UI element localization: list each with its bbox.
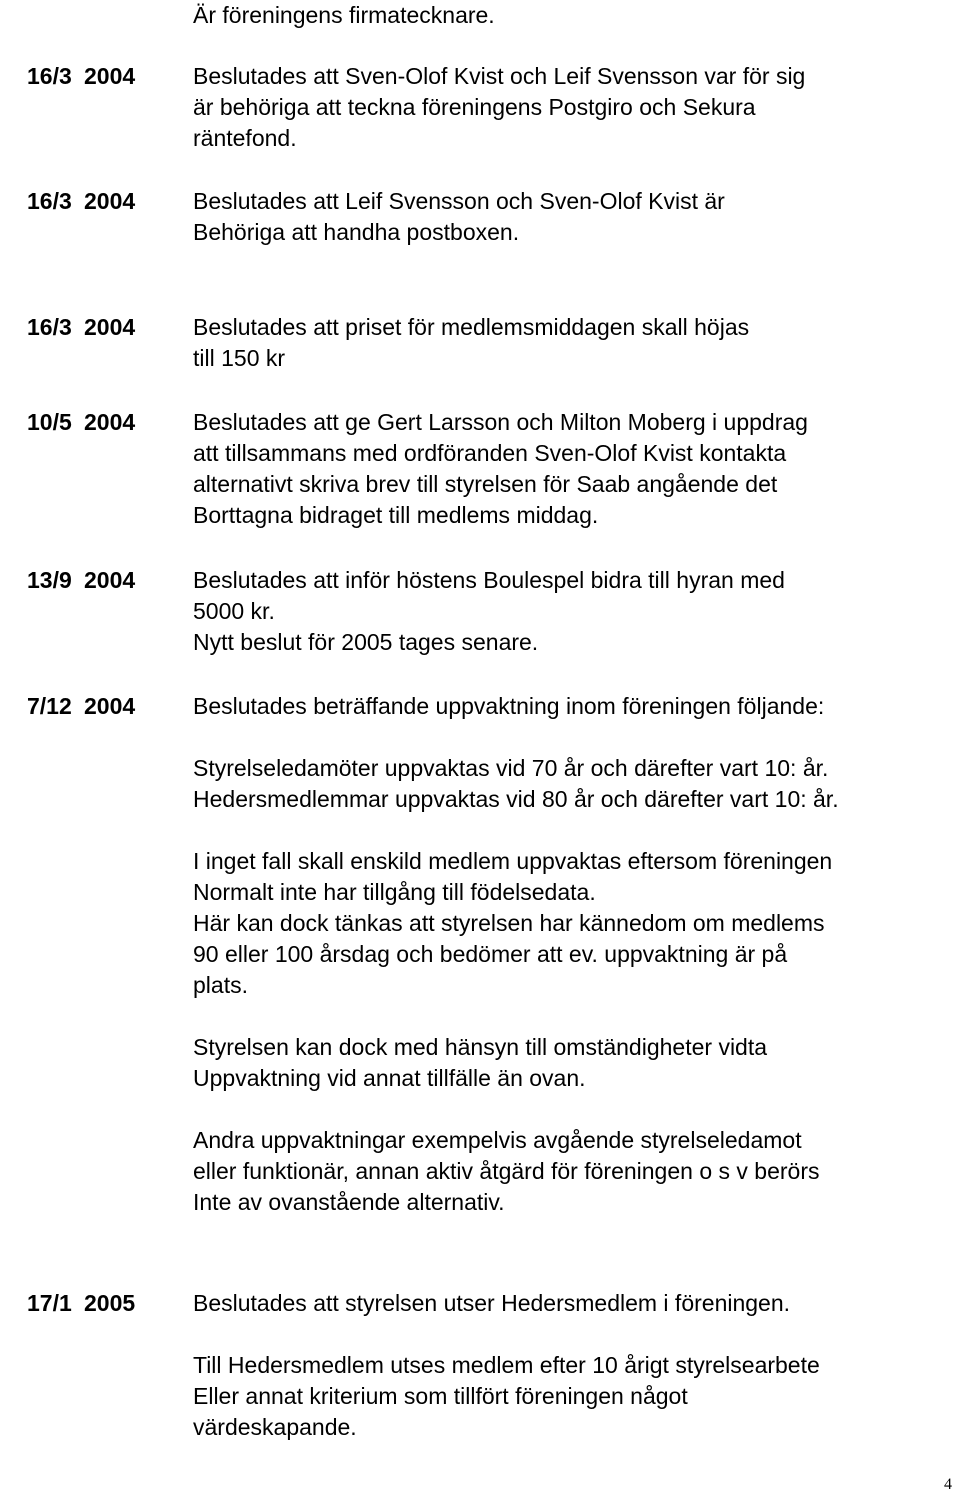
text-line: Beslutades beträffande uppvaktning inom föreningen följande: xyxy=(193,693,825,719)
entry-year: 2004 xyxy=(84,409,136,435)
entry-text xyxy=(193,691,960,1218)
blank-line xyxy=(193,1319,960,1350)
text-line: eller funktionär, annan aktiv åtgärd för föreningen o s v berörs xyxy=(193,1158,820,1184)
page-number: 4 xyxy=(944,1476,952,1493)
text-line: Hedersmedlemmar uppvaktas vid 80 år och därefter vart 10: år. xyxy=(193,786,839,812)
text-line: Behöriga att handha postboxen. xyxy=(193,219,520,245)
text-line: Beslutades att priset för medlemsmiddagen skall höjas xyxy=(193,314,750,340)
text-line: Beslutades att inför höstens Boulespel bidra till hyran med xyxy=(193,567,785,593)
text-line: räntefond. xyxy=(193,125,297,151)
entry-text xyxy=(193,565,960,658)
entry-date: 13/9 xyxy=(27,567,72,593)
text-line: 5000 kr. xyxy=(193,598,275,624)
text-line: I inget fall skall enskild medlem uppvaktas eftersom föreningen xyxy=(193,848,833,874)
text-line: Beslutades att Sven-Olof Kvist och Leif Svensson var för sig xyxy=(193,63,806,89)
text-line: plats. xyxy=(193,972,248,998)
text-line: Till Hedersmedlem utses medlem efter 10 årigt styrelsearbete xyxy=(193,1352,820,1378)
text-line: alternativt skriva brev till styrelsen för Saab angående det xyxy=(193,471,778,497)
entry-date: 16/3 xyxy=(27,63,72,89)
blank-line xyxy=(193,722,960,753)
text-line: är behöriga att teckna föreningens Postgiro och Sekura xyxy=(193,94,756,120)
text-line: Uppvaktning vid annat tillfälle än ovan. xyxy=(193,1065,586,1091)
entry-text xyxy=(193,1288,960,1443)
entry-text xyxy=(193,407,960,531)
text-line: att tillsammans med ordföranden Sven-Olof Kvist kontakta xyxy=(193,440,787,466)
text-line: 90 eller 100 årsdag och bedömer att ev. uppvaktning är på xyxy=(193,941,788,967)
entry-date: 7/12 xyxy=(27,693,72,719)
entry-year: 2005 xyxy=(84,1290,136,1316)
entry-text xyxy=(193,186,960,248)
text-line: Borttagna bidraget till medlems middag. xyxy=(193,502,599,528)
text-line: Normalt inte har tillgång till födelsedata. xyxy=(193,879,596,905)
entry-year: 2004 xyxy=(84,693,136,719)
blank-line xyxy=(193,1001,960,1032)
text-line: Här kan dock tänkas att styrelsen har kännedom om medlems xyxy=(193,910,825,936)
text-line: Beslutades att Leif Svensson och Sven-Olof Kvist är xyxy=(193,188,725,214)
text-line: Eller annat kriterium som tillfört föreningen något xyxy=(193,1383,688,1409)
entry-date: 17/1 xyxy=(27,1290,72,1316)
text-line: Inte av ovanstående alternativ. xyxy=(193,1189,505,1215)
entry-date: 10/5 xyxy=(27,409,72,435)
entry-year: 2004 xyxy=(84,188,136,214)
entry-year: 2004 xyxy=(84,63,136,89)
text-line: Nytt beslut för 2005 tages senare. xyxy=(193,629,539,655)
entry-text xyxy=(193,0,960,31)
text-line: Beslutades att ge Gert Larsson och Milton Moberg i uppdrag xyxy=(193,409,808,435)
entry-text xyxy=(193,312,960,374)
entry-year: 2004 xyxy=(84,314,136,340)
entry-date: 16/3 xyxy=(27,188,72,214)
text-line: till 150 kr xyxy=(193,345,286,371)
text-line: Beslutades att styrelsen utser Hedersmedlem i föreningen. xyxy=(193,1290,791,1316)
entry-text xyxy=(193,61,960,154)
blank-line xyxy=(193,815,960,846)
text-line: Andra uppvaktningar exempelvis avgående styrelseledamot xyxy=(193,1127,802,1153)
blank-line xyxy=(193,1094,960,1125)
entry-date: 16/3 xyxy=(27,314,72,340)
entry-year: 2004 xyxy=(84,567,136,593)
text-line: Styrelsen kan dock med hänsyn till omständigheter vidta xyxy=(193,1034,768,1060)
text-line: Är föreningens firmatecknare. xyxy=(193,2,495,28)
text-line: värdeskapande. xyxy=(193,1414,357,1440)
text-line: Styrelseledamöter uppvaktas vid 70 år och därefter vart 10: år. xyxy=(193,755,829,781)
